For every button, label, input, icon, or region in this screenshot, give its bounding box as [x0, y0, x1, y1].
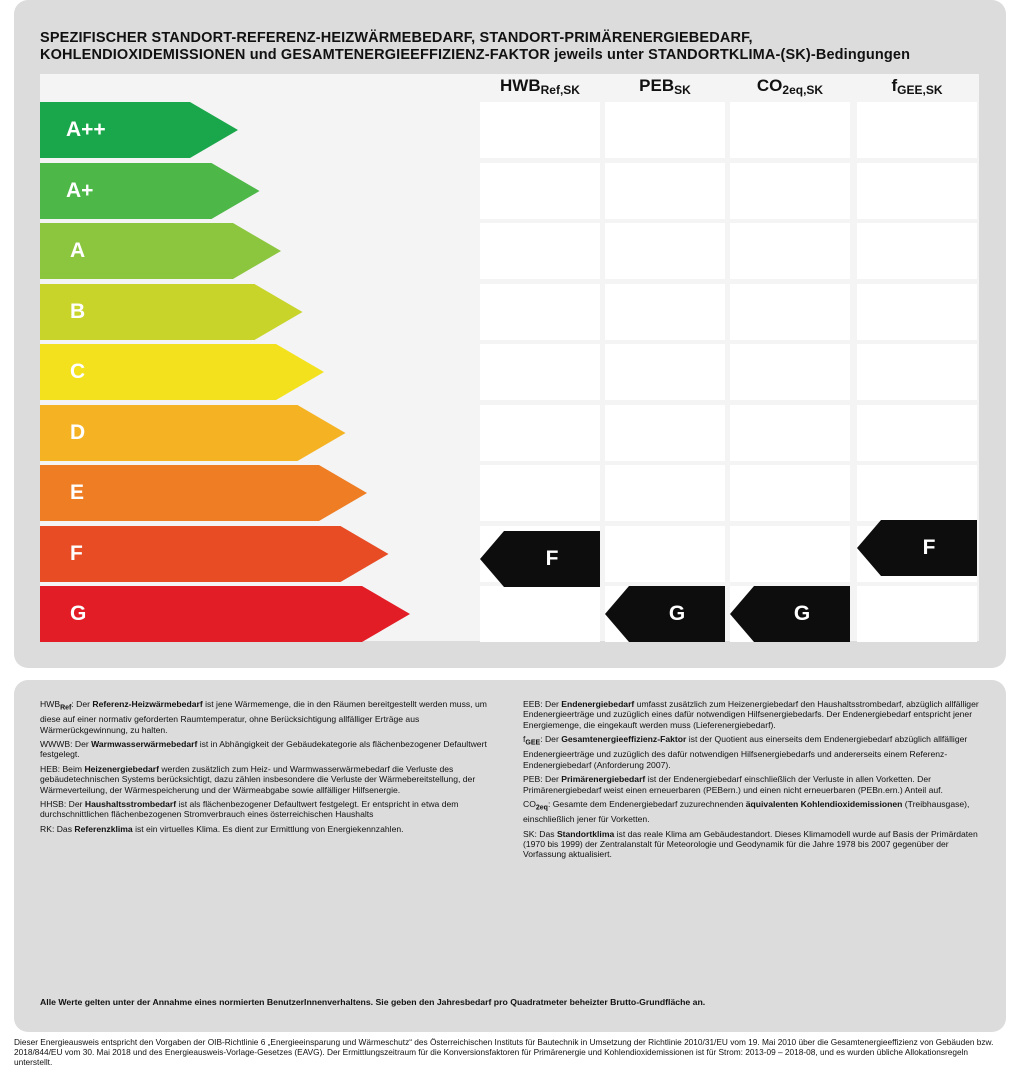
legend-hwb: $HWB_{Ref}$: Der Referenz-Heizwärmebedarf ist jene Wärmemenge, die in den Räumen bereitgestellt werden muss, um diese auf einer normativ geforderten Raumtemperatur, ohne Berücksichtigung allfälliger Erträge aus Wärmerückgewinnung, zu halten. — [40, 699, 487, 735]
grid-cell — [730, 102, 850, 158]
grid-cell — [857, 284, 977, 340]
grid-cell — [605, 465, 725, 521]
grid-cell — [480, 344, 600, 400]
grid-cell — [857, 344, 977, 400]
column-header-co2: $CO_{2eq,SK}$ — [756, 76, 824, 97]
grid-cell — [730, 284, 850, 340]
class-bar — [40, 405, 346, 461]
class-arrow-polygon — [40, 586, 410, 642]
legend-rk: RK: Das Referenzklima ist ein virtuelles Klima. Es dient zur Ermittlung von Energiekennzahlen. — [40, 823, 404, 834]
legend-wwwb: WWWB: Der Warmwasserwärmebedarf ist in Abhängigkeit der Gebäudekategorie als flächenbezogener Defaultwert festgelegt. — [40, 738, 487, 760]
class-label: A+ — [66, 178, 94, 202]
class-bar — [40, 586, 410, 642]
class-bar — [40, 223, 281, 279]
class-label: A — [70, 239, 86, 262]
grid-cell — [605, 223, 725, 279]
indicator-label: G — [793, 602, 811, 625]
footer-text: Dieser Energieausweis entspricht den Vorgaben der OIB-Richtlinie 6 „Energieeinsparung und Wärmeschutz“ des Österreichischen Instituts für Bautechnik in Umsetzung der Richtlinie 2010/31/EU vom 19. Mai 2010 über die Gesamtenergieeffizienz von Gebäuden bzw. 2018/844/EU vom 30. Mai 2018 und des Energieausweis-Vorlage-Gesetzes (EAVG). Der Ermittlungszeitraum für die Konversionsfaktoren für Primärenergie und Kohlendioxidemissionen ist für Strom: 2013-09 – 2018-08, und es wurden übliche Allokationsregeln unterstellt. — [14, 1037, 994, 1067]
class-arrow-shape — [40, 405, 346, 461]
class-arrow-polygon — [40, 405, 346, 461]
column-header-hwb: $HWB_{Ref,SK}$ — [500, 76, 580, 97]
rating-indicator-fgee — [857, 520, 977, 576]
grid-cell — [730, 526, 850, 582]
class-label: D — [70, 420, 86, 444]
grid-cell — [605, 102, 725, 158]
grid-cell — [480, 465, 600, 521]
title-line-2: KOHLENDIOXIDEMISSIONEN und GESAMTENERGIEEFFIZIENZ-FAKTOR jeweils unter STANDORTKLIMA-(SK)-Bedingungen — [40, 47, 911, 63]
legend-sk: SK: Das Standortklima ist das reale Klima am Gebäudestandort. Dieses Klimamodell wurde auf Basis der Primärdaten (1970 bis 1999) der Zentralanstalt für Meteorologie und Geodynamik für die Jahre 1978 bis 2007 gegenüber der Vorfassung aktualisiert. — [523, 828, 978, 860]
grid-cell — [605, 163, 725, 219]
grid-cell — [605, 526, 725, 582]
legend-hhsb: HHSB: Der Haushaltsstrombedarf ist als flächenbezogener Defaultwert festgelegt. Er entspricht in etwa dem durchschnittlichen flächenbezogenen Stromverbrauch eines österreichischen Haushalts — [40, 798, 459, 820]
rating-indicator-peb — [605, 586, 725, 642]
indicator-label: G — [668, 602, 686, 625]
grid-cell — [480, 284, 600, 340]
rating-indicator-co2 — [730, 586, 850, 642]
grid-cell — [480, 586, 600, 642]
legend-eeb: EEB: Der Endenergiebedarf umfasst zusätzlich zum Heizenergiebedarf den Haushaltsstrombedarf, abzüglich allfälliger Endenergieerträge und zuzüglich eines dafür notwendigen Hilfsenergiebedarfs. Der Endenergiebedarf entspricht jener Energiemenge, die eingekauft werden muss (Lieferenergiebedarf). — [523, 699, 979, 730]
class-arrow-polygon — [40, 526, 389, 582]
grid-cell — [605, 405, 725, 461]
grid-cell — [480, 102, 600, 158]
grid-cell — [730, 405, 850, 461]
class-arrow-shape — [40, 526, 389, 582]
legend-peb: PEB: Der Primärenergiebedarf ist der Endenergiebedarf einschließlich der Verluste in allen Vorketten. Der Primärenergiebedarf weist einen erneuerbaren (PEBern.) und einen nicht erneuerbaren (PEBn.ern.) Anteil auf. — [523, 774, 943, 795]
assumption-note: Alle Werte gelten unter der Annahme eines normierten BenutzerInnenverhaltens. Sie geben den Jahresbedarf pro Quadratmeter beheizter Brutto-Grundfläche an. — [40, 997, 706, 1007]
class-bar — [40, 526, 389, 582]
indicator-label: F — [545, 546, 559, 570]
legend-left — [40, 699, 500, 838]
class-bar — [40, 344, 324, 400]
grid-cell — [480, 163, 600, 219]
grid-cell — [480, 223, 600, 279]
class-bar — [40, 163, 260, 219]
grid-cell — [857, 223, 977, 279]
grid-cell — [857, 465, 977, 521]
class-label: G — [70, 602, 87, 625]
grid-cell — [605, 344, 725, 400]
chart-title — [40, 30, 990, 64]
title-line-1: SPEZIFISCHER STANDORT-REFERENZ-HEIZWÄRMEBEDARF, STANDORT-PRIMÄRENERGIEBEDARF, — [40, 30, 753, 46]
class-label: E — [70, 481, 85, 504]
class-bar — [40, 465, 367, 521]
grid-cell — [730, 223, 850, 279]
class-arrow-shape — [40, 586, 410, 642]
class-arrow-shape — [40, 465, 367, 521]
legend-right — [523, 699, 983, 864]
grid-cell — [857, 163, 977, 219]
legend-fgee: $f_{GEE}$: Der Gesamtenergieeffizienz-Faktor ist der Quotient aus einerseits dem Endenergiebedarf abzüglich allfälliger Endenergieerträge und zuzüglich des dafür notwendigen Hilfsenergiebedarfs und andererseits einem Referenz-Endenergiebedarf (Anforderung 2007). — [523, 734, 968, 770]
column-header-peb: $PEB_{SK}$ — [639, 76, 691, 97]
class-bar — [40, 284, 303, 340]
grid-cell — [730, 163, 850, 219]
rating-indicator-hwb — [480, 531, 600, 587]
grid-cell — [857, 405, 977, 461]
grid-cell — [480, 405, 600, 461]
legend-co2: $CO_{2eq}$: Gesamte dem Endenergiebedarf zuzurechnenden äquivalenten Kohlendioxidemissionen (Treibhausgase), einschließlich jener für Vorketten. — [523, 798, 970, 825]
class-label: F — [70, 541, 83, 565]
class-bar — [40, 102, 238, 158]
indicator-label: F — [922, 535, 936, 559]
class-label: B — [70, 299, 86, 323]
class-label: C — [70, 360, 86, 383]
grid-cell — [857, 586, 977, 642]
grid-cell — [730, 465, 850, 521]
class-label: A++ — [66, 118, 106, 141]
legend-heb: HEB: Beim Heizenergiebedarf werden zusätzlich zum Heiz- und Warmwasserwärmebedarf die Verluste des gebäudetechnischen Systems berücksichtigt, dazu zählen insbesondere die Verluste der Wärmebereitstellung, der Wärmeverteilung, der Wärmespeicherung und der Wärmeabgabe sowie allfälliger Hilfsenergie. — [40, 763, 476, 795]
column-header-fgee: $f_{GEE,SK}$ — [891, 76, 943, 97]
grid-cell — [730, 344, 850, 400]
class-arrow-polygon — [40, 465, 367, 521]
grid-cell — [857, 102, 977, 158]
grid-cell — [605, 284, 725, 340]
